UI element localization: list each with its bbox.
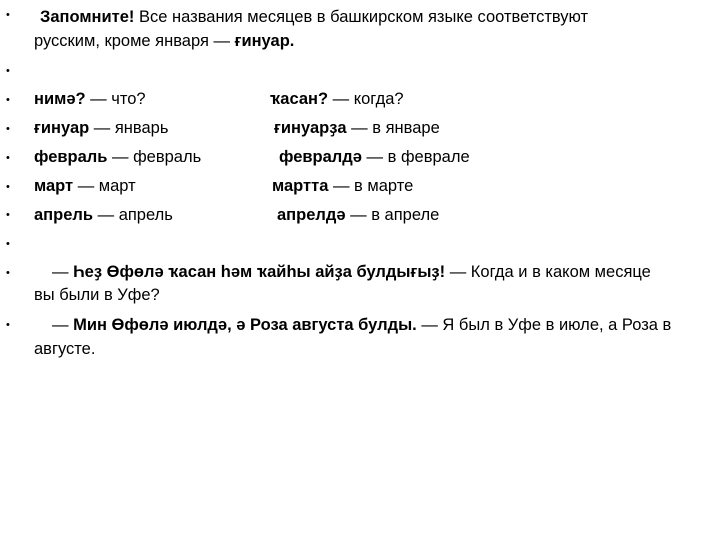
note-emphasis: ғинуар. xyxy=(234,32,295,50)
dialogue-answer-line-1 xyxy=(52,314,671,336)
dialogue-question-line-2 xyxy=(34,284,160,306)
vocab-term: апрелдә xyxy=(277,206,346,224)
vocab-translation: — в январе xyxy=(346,119,440,137)
note-text: Все названия месяцев в башкирском языке соответствуют xyxy=(134,8,589,26)
dialogue-question-line-1 xyxy=(52,261,651,283)
note-line-1 xyxy=(40,6,588,28)
vocab-term: ғинуар xyxy=(34,119,90,137)
vocab-term: март xyxy=(34,177,74,195)
vocab-left xyxy=(34,88,146,110)
vocab-left xyxy=(34,175,136,197)
vocab-right xyxy=(270,88,404,110)
vocab-term: ҡасан? xyxy=(270,90,329,108)
vocab-right xyxy=(274,117,440,139)
bullet-marker: • xyxy=(6,123,10,135)
vocab-translation: — январь xyxy=(89,119,169,137)
dialogue-translation: — Я был в Уфе в июле, а Роза в xyxy=(416,316,672,334)
bullet-marker: • xyxy=(6,94,10,106)
dialogue-translation: августе. xyxy=(34,340,96,358)
vocab-translation: — когда? xyxy=(328,90,404,108)
vocab-translation: — апрель xyxy=(93,206,173,224)
note-text: русским, кроме января — xyxy=(34,32,235,50)
dialogue-dash: — xyxy=(52,263,74,281)
vocab-right xyxy=(277,204,439,226)
vocab-translation: — что? xyxy=(85,90,146,108)
vocab-left xyxy=(34,204,173,226)
bullet-marker: • xyxy=(6,319,10,331)
vocab-left xyxy=(34,146,201,168)
vocab-term: февралдә xyxy=(279,148,362,166)
vocab-right xyxy=(279,146,470,168)
vocab-term: ғинуарҙа xyxy=(274,119,347,137)
vocab-translation: — в феврале xyxy=(361,148,470,166)
vocab-left xyxy=(34,117,168,139)
bullet-marker: • xyxy=(6,152,10,164)
note-emphasis: Запомните! xyxy=(40,8,135,26)
bullet-marker: • xyxy=(6,238,10,250)
vocab-translation: — февраль xyxy=(107,148,202,166)
vocab-right xyxy=(272,175,413,197)
dialogue-translation: вы были в Уфе? xyxy=(34,286,160,304)
dialogue-answer-line-2 xyxy=(34,338,95,360)
note-line-2 xyxy=(34,30,294,52)
vocab-term: февраль xyxy=(34,148,108,166)
bullet-marker: • xyxy=(6,181,10,193)
bullet-marker: • xyxy=(6,65,10,77)
vocab-translation: — в апреле xyxy=(345,206,440,224)
vocab-translation: — в марте xyxy=(328,177,414,195)
dialogue-dash: — xyxy=(52,316,74,334)
vocab-term: апрель xyxy=(34,206,94,224)
vocab-term: нимә? xyxy=(34,90,86,108)
vocab-translation: — март xyxy=(73,177,136,195)
vocab-term: мартта xyxy=(272,177,329,195)
bullet-marker: • xyxy=(6,267,10,279)
dialogue-bashkir: Мин Өфөлә июлдә, ә Роза августа булды. xyxy=(73,316,417,334)
bullet-marker: • xyxy=(6,9,10,21)
bullet-marker: • xyxy=(6,209,10,221)
dialogue-bashkir: Һеҙ Өфөлә ҡасан һәм ҡайһы айҙа булдығыҙ! xyxy=(73,263,446,281)
dialogue-translation: — Когда и в каком месяце xyxy=(445,263,651,281)
